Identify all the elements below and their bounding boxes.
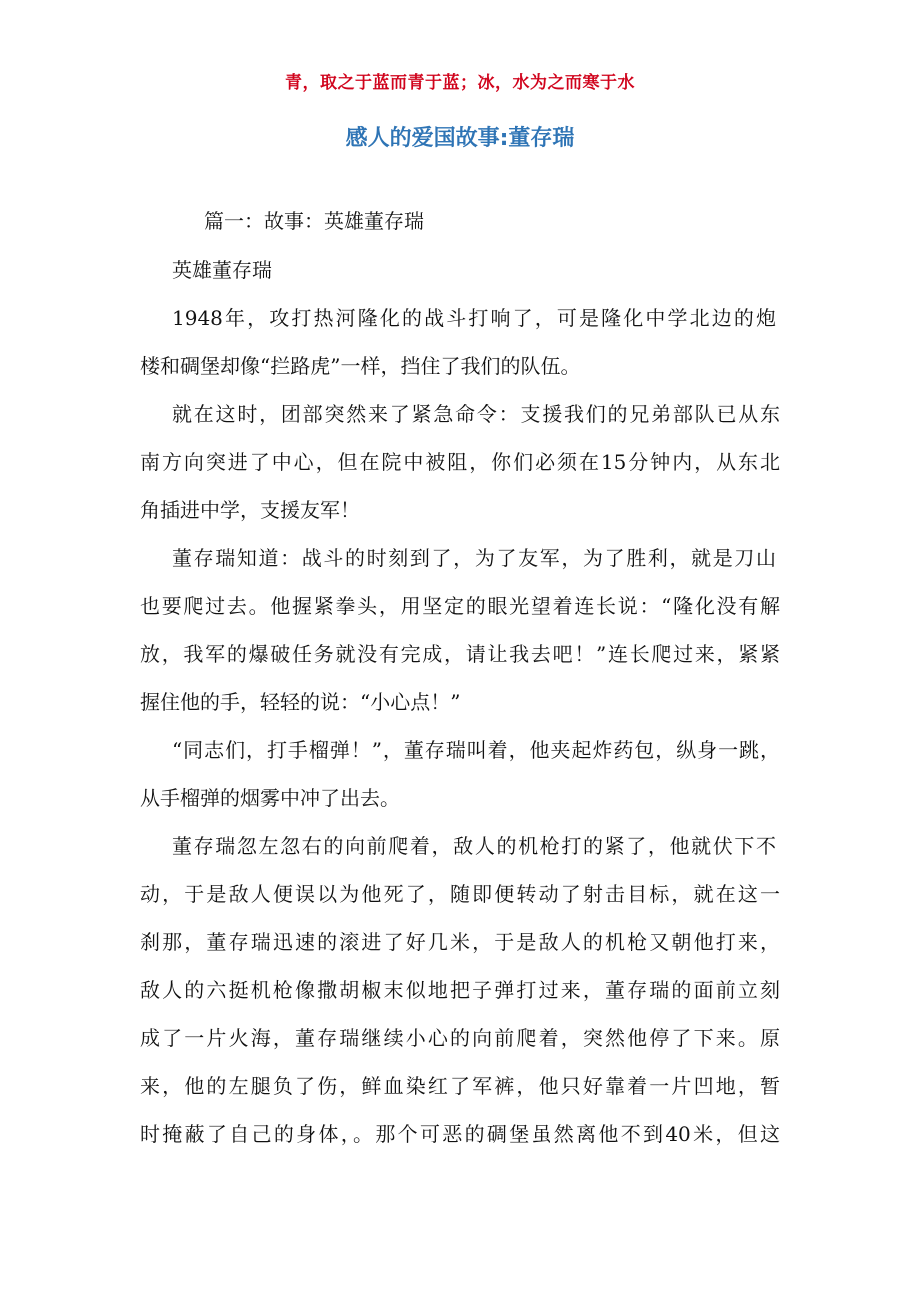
paragraph-line: 来，他的左腿负了伤，鲜血染红了军裤，他只好靠着一片凹地，暂 bbox=[140, 1074, 780, 1098]
paragraph-line: 董存瑞忽左忽右的向前爬着，敌人的机枪打的紧了，他就伏下不 bbox=[172, 834, 776, 858]
paragraph-line: 楼和碉堡却像“拦路虎”一样，挡住了我们的队伍。 bbox=[140, 354, 581, 378]
paragraph-line: 刹那，董存瑞迅速的滚进了好几米，于是敌人的机枪又朝他打来， bbox=[140, 930, 780, 954]
paragraph-line: 成了一片火海，董存瑞继续小心的向前爬着，突然他停了下来。原 bbox=[140, 1026, 780, 1050]
section-heading: 篇一：故事：英雄董存瑞 bbox=[204, 209, 424, 233]
paragraph-line: 时掩蔽了自己的身体，。那个可恶的碉堡虽然离他不到40米，但这 bbox=[140, 1122, 780, 1146]
paragraph-line: 角插进中学，支援友军！ bbox=[140, 498, 360, 522]
paragraph-line: 董存瑞知道：战斗的时刻到了，为了友军，为了胜利，就是刀山 bbox=[172, 546, 776, 570]
paragraph-line: 敌人的六挺机枪像撒胡椒末似地把子弹打过来，董存瑞的面前立刻 bbox=[140, 978, 780, 1002]
paragraph-line: 放，我军的爆破任务就没有完成，请让我去吧！”连长爬过来，紧紧 bbox=[140, 642, 780, 666]
paragraph-line: 动，于是敌人便误以为他死了，随即便转动了射击目标，就在这一 bbox=[140, 882, 780, 906]
paragraph-line: 南方向突进了中心，但在院中被阻，你们必须在15分钟内，从东北 bbox=[140, 450, 780, 474]
paragraph-line: 就在这时，团部突然来了紧急命令：支援我们的兄弟部队已从东 bbox=[172, 402, 780, 426]
paragraph-line: 也要爬过去。他握紧拳头，用坚定的眼光望着连长说：“隆化没有解 bbox=[140, 594, 780, 618]
document-title: 感人的爱国故事:董存瑞 bbox=[345, 126, 575, 151]
paragraph-line: 从手榴弹的烟雾中冲了出去。 bbox=[140, 786, 400, 810]
paragraph-line: “同志们，打手榴弹！”，董存瑞叫着，他夹起炸药包，纵身一跳， bbox=[172, 738, 780, 762]
header-motto: 青，取之于蓝而青于蓝；冰，水为之而寒于水 bbox=[285, 73, 635, 93]
story-title: 英雄董存瑞 bbox=[172, 258, 272, 282]
paragraph-line: 握住他的手，轻轻的说：“小心点！” bbox=[140, 690, 461, 714]
paragraph-line: 1948年，攻打热河隆化的战斗打响了，可是隆化中学北边的炮 bbox=[172, 306, 776, 330]
